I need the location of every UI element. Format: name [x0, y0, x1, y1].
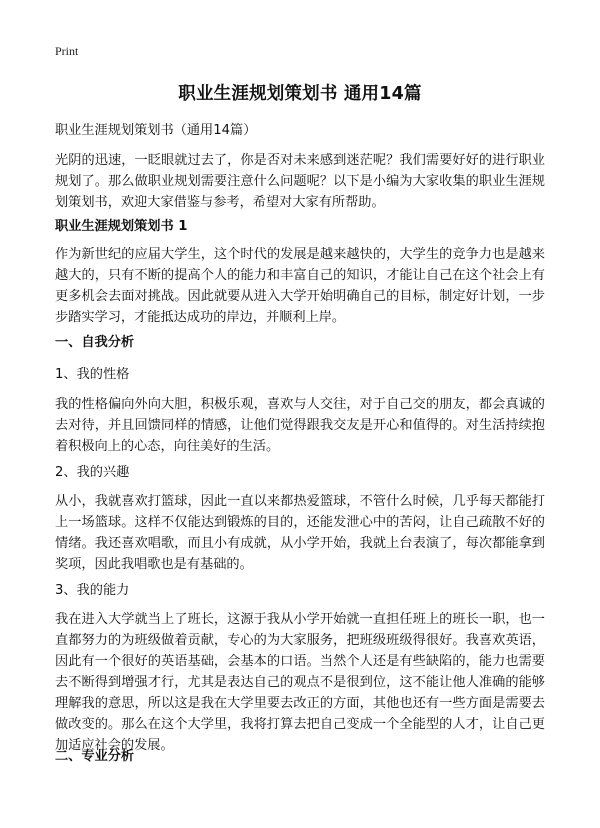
item1-heading: 1、我的性格	[55, 367, 130, 382]
document-title: 职业生涯规划策划书 通用14篇	[178, 84, 422, 104]
item3-heading: 3、我的能力	[55, 583, 130, 598]
section1-paragraph: 作为新世纪的应届大学生，这个时代的发展是越来越快的，大学生的竞争力也是越来越大的，只有不断的提高个人的能力和丰富自己的知识，才能让自己在这个社会上有更多机会去面对挑战。因此就要从进入大学开始明确自己的目标，制定好计划，一步步踏实学习，才能抵达成功的岸边，并顺利上岸。	[55, 247, 545, 325]
part2-heading: 二、专业分析	[55, 749, 135, 764]
intro-paragraph: 光阴的迅速，一眨眼就过去了，你是否对未来感到迷茫呢？我们需要好好的进行职业规划了。那么做职业规划需要注意什么问题呢？以下是小编为大家收集的职业生涯规划策划书，欢迎大家借鉴与参考，希望对大家有所帮助。	[55, 153, 545, 210]
print-link[interactable]: Print	[55, 44, 79, 58]
item1-paragraph: 我的性格偏向外向大胆，积极乐观，喜欢与人交往，对于自己交的朋友，都会真诚的去对待，并且回馈同样的情感，让他们觉得跟我交友是开心和值得的。对生活持续抱着积极向上的心态，向往美好的生活。	[55, 397, 545, 454]
part1-heading: 一、自我分析	[55, 335, 135, 350]
item2-paragraph: 从小，我就喜欢打篮球，因此一直以来都热爱篮球，不管什么时候，几乎每天都能打上一场篮球。这样不仅能达到锻炼的目的，还能发泄心中的苦闷，让自己疏散不好的情绪。我还喜欢唱歌，而且小有成就，从小学开始，我就上台表演了，每次都能拿到奖项，因此我唱歌也是有基础的。	[55, 494, 545, 572]
document-subtitle: 职业生涯规划策划书（通用14篇）	[55, 123, 257, 138]
item2-heading: 2、我的兴趣	[55, 465, 130, 480]
item3-paragraph: 我在进入大学就当上了班长，这源于我从小学开始就一直担任班上的班长一职，也一直都努力的为班级做着贡献，专心的为大家服务，把班级班级得很好。我喜欢英语，因此有一个很好的英语基础，会基本的口语。当然个人还是有些缺陷的，能力也需要去不断得到增强才行，尤其是表达自己的观点不是很到位，这不能让他人准确的能够理解我的意思，所以这是我在大学里要去改正的方面，其他也还有一些方面是需要去做改变的。那么在这个大学里，我将打算去把自己变成一个全能型的人才，让自己更加适应社会的发展。	[55, 612, 545, 753]
section1-heading: 职业生涯规划策划书 1	[55, 219, 188, 234]
